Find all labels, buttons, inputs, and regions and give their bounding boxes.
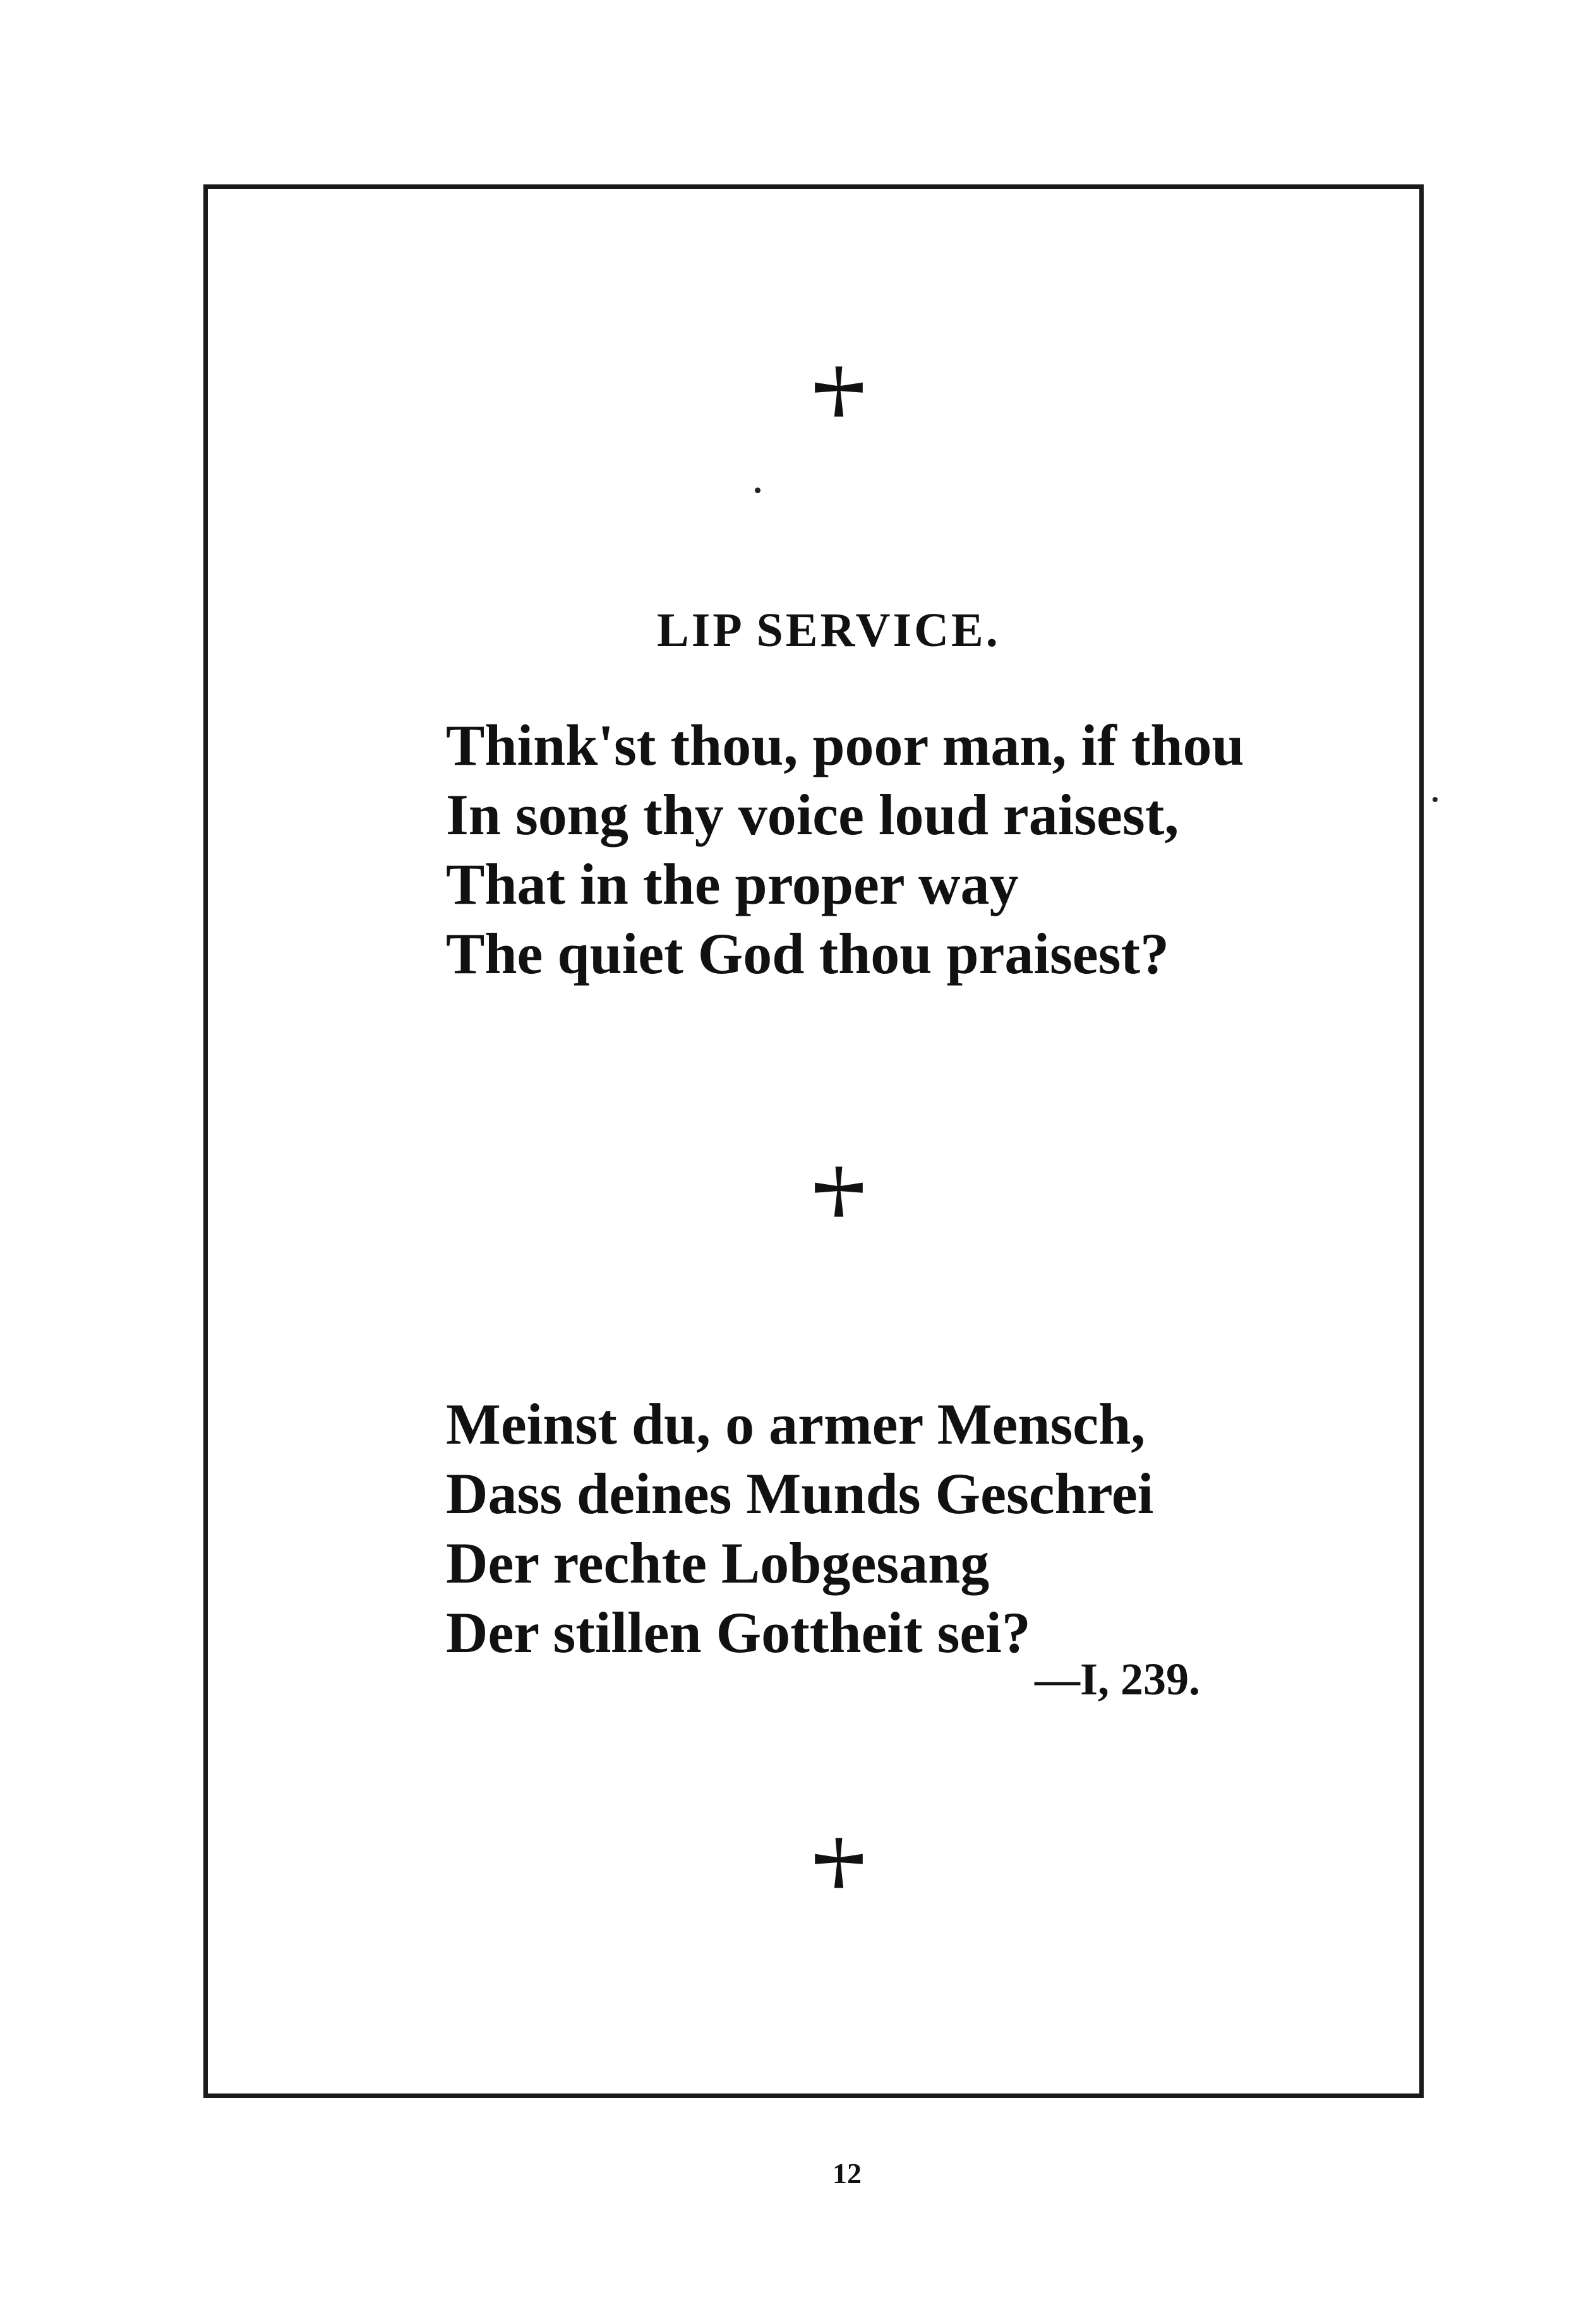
german-stanza (446, 1389, 1153, 1667)
cross-ornament-icon (810, 363, 867, 420)
stanza-line: Meinst du, o armer Mensch, (446, 1392, 1146, 1456)
cross-ornament-icon (810, 1163, 867, 1220)
stray-dot (755, 488, 760, 493)
page-number: 12 (833, 2157, 862, 2189)
stanza-line: Think'st thou, poor man, if thou (446, 713, 1244, 777)
page-border-frame (203, 184, 1424, 2098)
stanza-line: Der stillen Gottheit sei? (446, 1600, 1031, 1665)
stanza-line: Dass deines Munds Geschrei (446, 1461, 1154, 1526)
stanza-line: In song thy voice loud raisest, (446, 782, 1179, 847)
cross-ornament-icon (810, 1835, 867, 1891)
stanza-line: Der rechte Lobgesang (446, 1531, 990, 1595)
stanza-line: The quiet God thou praisest? (446, 921, 1170, 986)
poem-title: LIP SERVICE. (657, 604, 1001, 657)
stray-dot (1433, 797, 1438, 802)
stanza-line: That in the proper way (446, 852, 1019, 916)
poem-citation: —I, 239. (1035, 1654, 1201, 1704)
english-stanza (446, 710, 1244, 988)
